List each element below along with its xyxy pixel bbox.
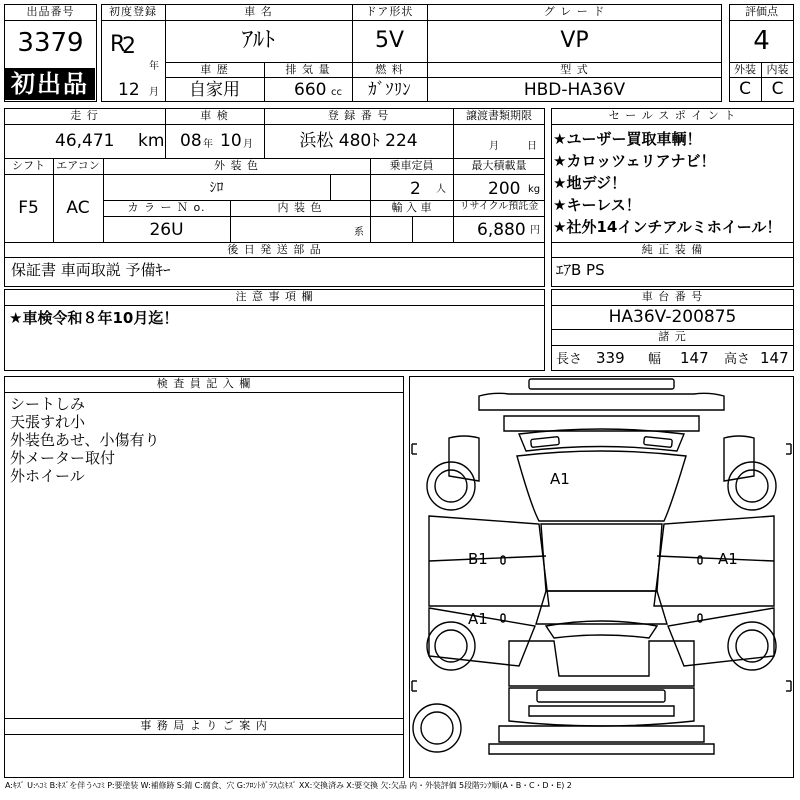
max-load: 200 bbox=[488, 179, 521, 199]
grade: VP bbox=[560, 28, 589, 53]
model-label: 型 式 bbox=[560, 63, 589, 76]
inspector-note: 外装色あせ、小傷有り bbox=[10, 431, 160, 449]
inspector-label: 検 査 員 記 入 欄 bbox=[156, 377, 252, 390]
height-label: 高さ bbox=[724, 352, 751, 367]
transfer-day-unit: 日 bbox=[527, 141, 537, 152]
sales-point: ★地デジ！ bbox=[553, 174, 627, 192]
transfer-label: 譲渡書類期限 bbox=[466, 109, 532, 122]
notes-label: 注 意 事 項 欄 bbox=[235, 290, 314, 303]
score-label: 評価点 bbox=[745, 5, 778, 18]
recycle-fee: 6,880 bbox=[477, 220, 526, 240]
inspector-note: 天張すれ小 bbox=[10, 413, 86, 431]
shift: F5 bbox=[18, 198, 39, 218]
notes: ★車検令和８年10月迄！ bbox=[9, 309, 179, 327]
shift-label: シフト bbox=[12, 159, 45, 172]
lot-label: 出品番号 bbox=[26, 5, 75, 18]
sales-point: ★キーレス！ bbox=[553, 196, 641, 214]
first-reg-label: 初度登録 bbox=[109, 5, 157, 18]
inspection-year-unit: 年 bbox=[203, 139, 213, 150]
specs-label: 諸 元 bbox=[658, 330, 687, 343]
mark-hood: A1 bbox=[550, 470, 570, 488]
equipment-label: 純 正 装 備 bbox=[641, 243, 704, 256]
mark-left-rear-door: A1 bbox=[468, 610, 488, 628]
max-load-label: 最大積載量 bbox=[471, 159, 527, 172]
later-parts-label: 後 日 発 送 部 品 bbox=[227, 243, 322, 256]
model: HBD-HA36V bbox=[523, 80, 626, 100]
length-label: 長さ bbox=[556, 352, 583, 367]
legend: A:ｷｽﾞ U:ﾍｺﾐ B:ｷｽﾞを伴うﾍｺﾐ P:要塗装 W:補修跡 S:錆 C:腐食、穴 G:ﾌﾛﾝﾄｶﾞﾗｽ点ｷｽﾞ XX:交換済み X:要交換 欠:欠品 内・外装評価 5段階ﾗﾝｸ順(A・B・C・D・E) 2 bbox=[5, 781, 572, 790]
length-value: 339 bbox=[596, 349, 625, 367]
door-type: 5V bbox=[374, 28, 405, 53]
chassis-number: HA36V-200875 bbox=[608, 307, 737, 327]
first-reg-month-unit: 月 bbox=[149, 87, 159, 98]
office-label: 事 務 局 よ り ご 案 内 bbox=[140, 719, 268, 732]
sales-point: ★社外14インチアルミホイール！ bbox=[553, 218, 782, 236]
chassis-label: 車 台 番 号 bbox=[641, 290, 704, 303]
displacement-unit: cc bbox=[331, 87, 342, 98]
inspector-notes bbox=[10, 395, 160, 485]
int-color-label: 内 装 色 bbox=[277, 201, 323, 214]
lot-number: 3379 bbox=[17, 28, 84, 58]
mileage: 46,471 bbox=[55, 131, 115, 151]
displacement: 660 bbox=[294, 80, 327, 100]
fuel: ｶﾞｿﾘﾝ bbox=[368, 80, 411, 100]
first-reg-month: 12 bbox=[118, 80, 140, 100]
mileage-label: 走 行 bbox=[70, 109, 99, 122]
capacity: 2 bbox=[410, 179, 421, 199]
color-no-label: カ ラ ー Ｎ o. bbox=[127, 201, 206, 214]
first-listing-badge: 初出品 bbox=[5, 68, 95, 100]
grade-label: グ レ ー ド bbox=[543, 5, 606, 18]
ext-grade-label: 外装 bbox=[734, 63, 756, 76]
int-grade: C bbox=[771, 79, 784, 99]
history: 自家用 bbox=[189, 80, 240, 100]
sales-points-label: セ ー ル ス ポ イ ン ト bbox=[608, 109, 737, 122]
recycle-label: リサイクル預託金 bbox=[459, 201, 539, 212]
ext-color-label: 外 装 色 bbox=[214, 159, 259, 172]
first-reg-era: R bbox=[110, 32, 126, 57]
car-diagram bbox=[409, 376, 794, 778]
width-label: 幅 bbox=[648, 352, 662, 367]
inspector-note: シートしみ bbox=[10, 395, 86, 413]
inspector-note: 外メーター取付 bbox=[10, 449, 116, 467]
capacity-unit: 人 bbox=[436, 184, 446, 195]
inspection-month-unit: 月 bbox=[243, 139, 253, 150]
ext-color: ｼﾛ bbox=[209, 180, 224, 196]
aircon: AC bbox=[66, 198, 90, 218]
fuel-label: 燃 料 bbox=[375, 63, 404, 76]
color-no: 26U bbox=[149, 220, 184, 240]
plate-label: 登 録 番 号 bbox=[327, 109, 390, 122]
plate-number: 浜松 480ﾄ 224 bbox=[299, 131, 418, 151]
int-color-suffix: 系 bbox=[354, 227, 364, 238]
later-parts: 保証書 車両取説 予備ｷｰ bbox=[11, 261, 171, 279]
aircon-label: エアコン bbox=[56, 159, 100, 172]
score: 4 bbox=[753, 26, 770, 56]
car-name: ｱﾙﾄ bbox=[241, 28, 275, 53]
int-grade-label: 内装 bbox=[766, 63, 789, 76]
sales-point: ★カロッツェリアナビ！ bbox=[553, 152, 716, 170]
inspection-label: 車 検 bbox=[200, 109, 229, 122]
width-value: 147 bbox=[680, 349, 709, 367]
displacement-label: 排 気 量 bbox=[285, 63, 331, 76]
door-label: ドア形状 bbox=[365, 5, 414, 18]
mark-right-front-door: A1 bbox=[718, 550, 738, 568]
ext-grade: C bbox=[739, 79, 751, 99]
equipment: ｴｱB PS bbox=[556, 261, 605, 279]
capacity-label: 乗車定員 bbox=[389, 159, 434, 172]
first-reg-year-unit: 年 bbox=[149, 61, 159, 72]
sales-point: ★ユーザー買取車輌！ bbox=[553, 130, 702, 148]
import-label: 輸 入 車 bbox=[391, 201, 432, 214]
car-name-label: 車 名 bbox=[244, 5, 273, 18]
history-label: 車 歴 bbox=[200, 63, 229, 76]
transfer-month-unit: 月 bbox=[489, 141, 499, 152]
inspection-month: 10 bbox=[220, 131, 242, 151]
inspector-note: 外ホイール bbox=[10, 467, 85, 485]
mileage-unit: km bbox=[138, 131, 165, 151]
recycle-unit: 円 bbox=[530, 225, 540, 236]
inspection-year: 08 bbox=[180, 131, 202, 151]
first-reg-year: 2 bbox=[122, 34, 136, 59]
height-value: 147 bbox=[760, 349, 789, 367]
mark-left-front-door: B1 bbox=[468, 550, 488, 568]
max-load-unit: kg bbox=[528, 184, 541, 195]
sales-points-list bbox=[553, 128, 781, 238]
